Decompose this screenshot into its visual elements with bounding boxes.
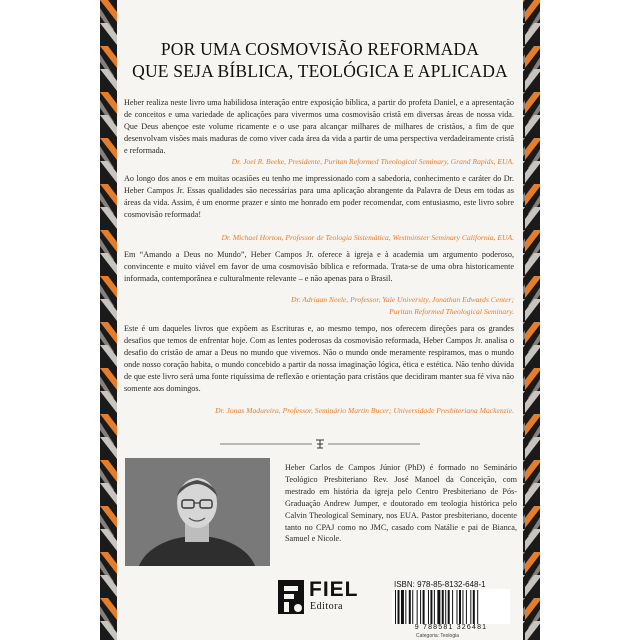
endorsement-text-3: Em “Amando a Deus no Mundo”, Heber Campos Jr. oferece à igreja e à academia um argumento poderoso, convincente e muito viável em favor de uma cosmovisão bíblica e reformada. Trata-se de uma obra historicamente informada, contemporânea e culturalmente relevante – e não apenas para o Brasil. — [124, 250, 514, 283]
barcode-bar — [459, 590, 461, 626]
endorsement-attribution-3b: Puritan Reformed Theological Seminary. — [389, 307, 514, 316]
barcode-bar — [466, 590, 467, 626]
endorsement-attribution-2: Dr. Michael Horton, Professor de Teologia Sistemática, Westminster Seminary California, EUA. — [221, 233, 514, 242]
publisher-name: FIEL — [309, 578, 359, 601]
barcode-digits: 9 788581 326481 — [387, 624, 515, 631]
barcode-bar — [417, 590, 418, 626]
barcode-bar — [477, 590, 478, 626]
barcode-bar — [395, 590, 396, 626]
barcode-bar — [409, 590, 411, 626]
barcode-bar — [423, 590, 425, 626]
cover-title — [117, 38, 523, 82]
barcode-bar — [448, 590, 450, 626]
barcode-bar — [473, 590, 475, 626]
endorsement-text-4: Este é um daqueles livros que expõem as Escrituras e, ao mesmo tempo, nos oferecem direções para os grandes desafios que temos de enfrentar hoje. Com as lentes poderosas da cosmovisão reformada, Heber Campos Jr. analisa o desafio do cristão de amar a Deus no mundo que vivemos. Não o mundo onde meramente respiramos, mas o mundo onde nosso coração habita, o mundo concebido a partir da nossa imaginação lógica, ética e estética. Não tenho dúvida de que este livro será uma fonte riquíssima de reflexão e orientação para cristãos que decidiram manter sua fé viva não somente aos domingos. — [124, 324, 514, 393]
author-bio: Heber Carlos de Campos Júnior (PhD) é formado no Seminário Teológico Presbiteriano Rev. José Manoel da Conceição, com mestrado em história da igreja pelo Centro Presbiteriano de Pós-Graduação Andrew Jumper, e doutorado em teologia histórica pelo Calvin Theological Seminary, nos EUA. Pastor presbiteriano, docente tanto no CPAJ como no JMC, casado com Natálie e pai de Bianca, Samuel e Nicole. — [285, 463, 517, 544]
title-line-2: QUE SEJA BÍBLICA, TEOLÓGICA E APLICADA — [132, 61, 508, 81]
barcode-bar — [428, 590, 429, 626]
barcode-bar — [442, 590, 444, 626]
barcode-bar — [452, 590, 453, 626]
barcode-bar — [420, 590, 421, 626]
barcode — [392, 589, 510, 627]
barcode-bar — [437, 590, 440, 626]
barcode-bar — [401, 590, 404, 626]
barcode-bar — [434, 590, 435, 626]
barcode-bar — [470, 590, 471, 626]
endorsement-attribution-1: Dr. Joel R. Beeke, Presidente, Puritan Reformed Theological Seminary, Grand Rapids, EUA. — [231, 157, 514, 166]
category-label: Categoria: Teologia — [416, 633, 459, 639]
barcode-bar — [445, 590, 446, 626]
barcode-bar — [430, 590, 432, 626]
ornament-divider — [220, 439, 420, 449]
barcode-bar — [412, 590, 413, 626]
author-photo — [125, 458, 270, 566]
endorsement-text-1: Heber realiza neste livro uma habilidosa interação entre exposição bíblica, a partir do profeta Daniel, e a apresentação de conceitos e uma variedade de aplicações para vivermos uma cosmovisão cristã em diversas áreas de nossa vida. Que Deus abençoe este volume ricamente e o use para alcançar milhares de milhares de cristãos, a fim de que desenvolvam visões mais maduras de como viver cada área da vida a partir de uma perspectiva verdadeiramente cristã e reformada. — [124, 98, 514, 155]
publisher-sub: Editora — [310, 601, 343, 612]
barcode-bar — [398, 590, 400, 626]
endorsement-attribution-3: Dr. Adriaan Neele, Professor, Yale University, Jonathan Edwards Center; — [290, 295, 514, 304]
title-line-1: POR UMA COSMOVISÃO REFORMADA — [160, 39, 480, 59]
barcode-bar — [405, 590, 406, 626]
endorsement-text-2: Ao longo dos anos e em muitas ocasiões eu tenho me impressionado com a sabedoria, conhecimento e caráter do Dr. Heber Campos Jr. Essas qualidades são necessárias para uma aplicação abrangente da Palavra de Deus em todas as áreas da vida. Assim, é um enorme prazer e sinto me honrado em poder recomendar, com entusiasmo, este livro sobre cosmovisão reformada! — [124, 174, 514, 219]
barcode-bar — [457, 590, 458, 626]
endorsement-attribution-4: Dr. Jonas Madureira, Professor, Seminário Martin Bucer; Universidade Presbiteriana Mackenzie. — [215, 406, 514, 415]
isbn-text: ISBN: 978-85-8132-648-1 — [394, 580, 486, 589]
barcode-bar — [462, 590, 463, 626]
